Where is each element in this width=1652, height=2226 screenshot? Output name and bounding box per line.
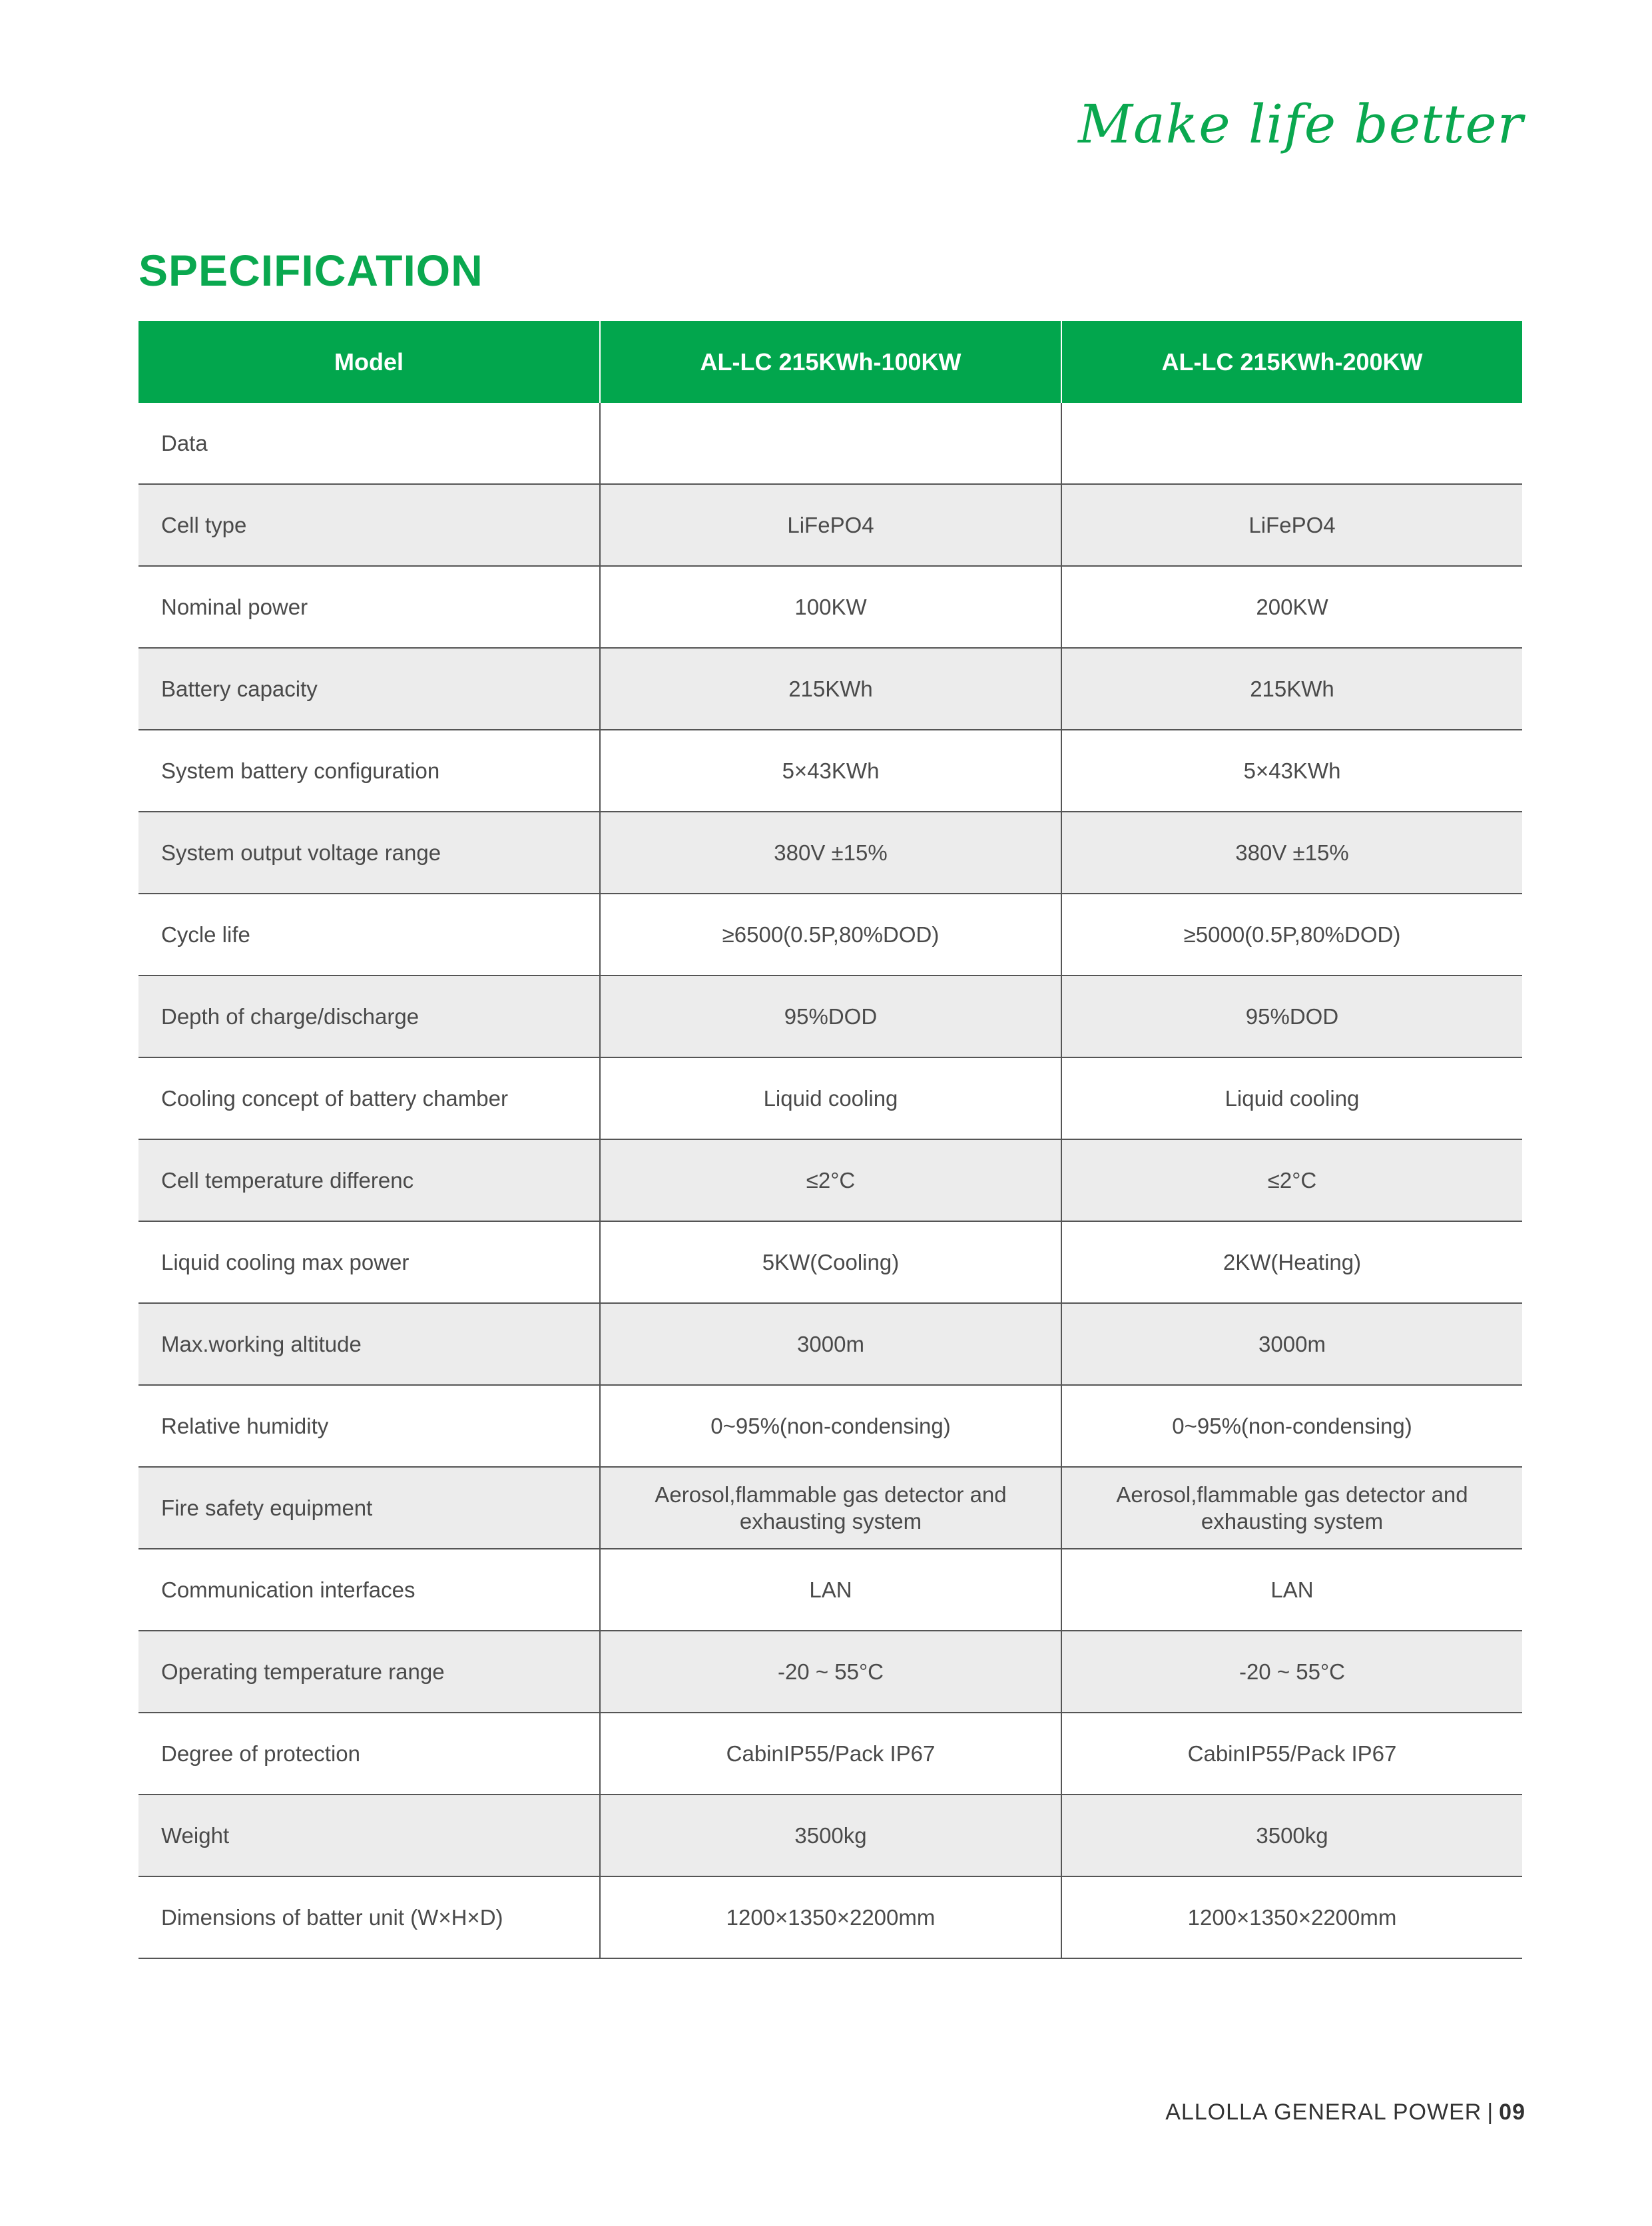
- row-label: Communication interfaces: [138, 1549, 600, 1631]
- row-value-200kw: ≥5000(0.5P,80%DOD): [1061, 894, 1522, 975]
- row-value-200kw: Liquid cooling: [1061, 1057, 1522, 1139]
- row-value-200kw: 95%DOD: [1061, 975, 1522, 1057]
- table-row: [138, 1795, 1522, 1876]
- header-model: Model: [138, 321, 600, 403]
- row-label: Nominal power: [138, 566, 600, 648]
- row-value-100kw: Liquid cooling: [600, 1057, 1061, 1139]
- table-row: [138, 1467, 1522, 1549]
- footer-separator: |: [1487, 2099, 1494, 2125]
- row-value-200kw: 2KW(Heating): [1061, 1221, 1522, 1303]
- footer-company: ALLOLLA GENERAL POWER: [1165, 2099, 1482, 2125]
- row-label: Data: [138, 403, 600, 484]
- row-value-200kw: Aerosol,flammable gas detector and exhausting system: [1061, 1467, 1522, 1549]
- row-label: System output voltage range: [138, 812, 600, 894]
- specification-table: [138, 321, 1522, 1959]
- page-number: 09: [1499, 2099, 1525, 2125]
- table-row: [138, 730, 1522, 812]
- header-model-200kw: AL-LC 215KWh-200KW: [1061, 321, 1522, 403]
- row-label: Battery capacity: [138, 648, 600, 730]
- row-label: Cell temperature differenc: [138, 1139, 600, 1221]
- row-value-200kw: CabinIP55/Pack IP67: [1061, 1713, 1522, 1795]
- row-label: Cycle life: [138, 894, 600, 975]
- row-label: Max.working altitude: [138, 1303, 600, 1385]
- table-row: [138, 894, 1522, 975]
- row-value-200kw: 380V ±15%: [1061, 812, 1522, 894]
- row-value-200kw: 200KW: [1061, 566, 1522, 648]
- row-value-200kw: [1061, 403, 1522, 484]
- row-label: Depth of charge/discharge: [138, 975, 600, 1057]
- row-value-200kw: LiFePO4: [1061, 484, 1522, 566]
- row-label: Liquid cooling max power: [138, 1221, 600, 1303]
- table-row: [138, 1221, 1522, 1303]
- row-label: Weight: [138, 1795, 600, 1876]
- row-value-100kw: 100KW: [600, 566, 1061, 648]
- table-row: [138, 1549, 1522, 1631]
- row-value-100kw: 3500kg: [600, 1795, 1061, 1876]
- row-value-100kw: 5×43KWh: [600, 730, 1061, 812]
- row-value-200kw: LAN: [1061, 1549, 1522, 1631]
- table-row: [138, 403, 1522, 484]
- tagline: Make life better: [1078, 93, 1523, 155]
- row-label: Degree of protection: [138, 1713, 600, 1795]
- row-value-200kw: 3000m: [1061, 1303, 1522, 1385]
- row-value-200kw: 0~95%(non-condensing): [1061, 1385, 1522, 1467]
- row-value-100kw: ≥6500(0.5P,80%DOD): [600, 894, 1061, 975]
- table-row: [138, 1631, 1522, 1713]
- table-row: [138, 1303, 1522, 1385]
- table-row: [138, 1385, 1522, 1467]
- row-label: Cell type: [138, 484, 600, 566]
- row-value-100kw: CabinIP55/Pack IP67: [600, 1713, 1061, 1795]
- table-header-row: [138, 321, 1522, 403]
- table-row: [138, 1139, 1522, 1221]
- table-row: [138, 1713, 1522, 1795]
- table-row: [138, 1876, 1522, 1958]
- row-value-100kw: LAN: [600, 1549, 1061, 1631]
- row-label: Cooling concept of battery chamber: [138, 1057, 600, 1139]
- row-label: System battery configuration: [138, 730, 600, 812]
- row-value-100kw: 95%DOD: [600, 975, 1061, 1057]
- row-label: Operating temperature range: [138, 1631, 600, 1713]
- table-row: [138, 566, 1522, 648]
- table-row: [138, 648, 1522, 730]
- table-row: [138, 812, 1522, 894]
- row-value-200kw: 1200×1350×2200mm: [1061, 1876, 1522, 1958]
- row-value-200kw: ≤2°C: [1061, 1139, 1522, 1221]
- row-label: Fire safety equipment: [138, 1467, 600, 1549]
- row-value-100kw: 1200×1350×2200mm: [600, 1876, 1061, 1958]
- row-value-200kw: 3500kg: [1061, 1795, 1522, 1876]
- header-model-100kw: AL-LC 215KWh-100KW: [600, 321, 1061, 403]
- row-value-200kw: 215KWh: [1061, 648, 1522, 730]
- row-value-100kw: LiFePO4: [600, 484, 1061, 566]
- row-value-100kw: 0~95%(non-condensing): [600, 1385, 1061, 1467]
- section-title: SPECIFICATION: [138, 246, 483, 295]
- table-row: [138, 975, 1522, 1057]
- page-footer: [1165, 2099, 1525, 2125]
- row-value-100kw: 3000m: [600, 1303, 1061, 1385]
- table-row: [138, 1057, 1522, 1139]
- row-label: Relative humidity: [138, 1385, 600, 1467]
- row-value-100kw: 215KWh: [600, 648, 1061, 730]
- row-value-100kw: 5KW(Cooling): [600, 1221, 1061, 1303]
- row-value-100kw: [600, 403, 1061, 484]
- row-value-100kw: -20 ~ 55°C: [600, 1631, 1061, 1713]
- row-value-100kw: 380V ±15%: [600, 812, 1061, 894]
- row-label: Dimensions of batter unit (W×H×D): [138, 1876, 600, 1958]
- row-value-200kw: -20 ~ 55°C: [1061, 1631, 1522, 1713]
- table-row: [138, 484, 1522, 566]
- row-value-100kw: ≤2°C: [600, 1139, 1061, 1221]
- row-value-200kw: 5×43KWh: [1061, 730, 1522, 812]
- row-value-100kw: Aerosol,flammable gas detector and exhausting system: [600, 1467, 1061, 1549]
